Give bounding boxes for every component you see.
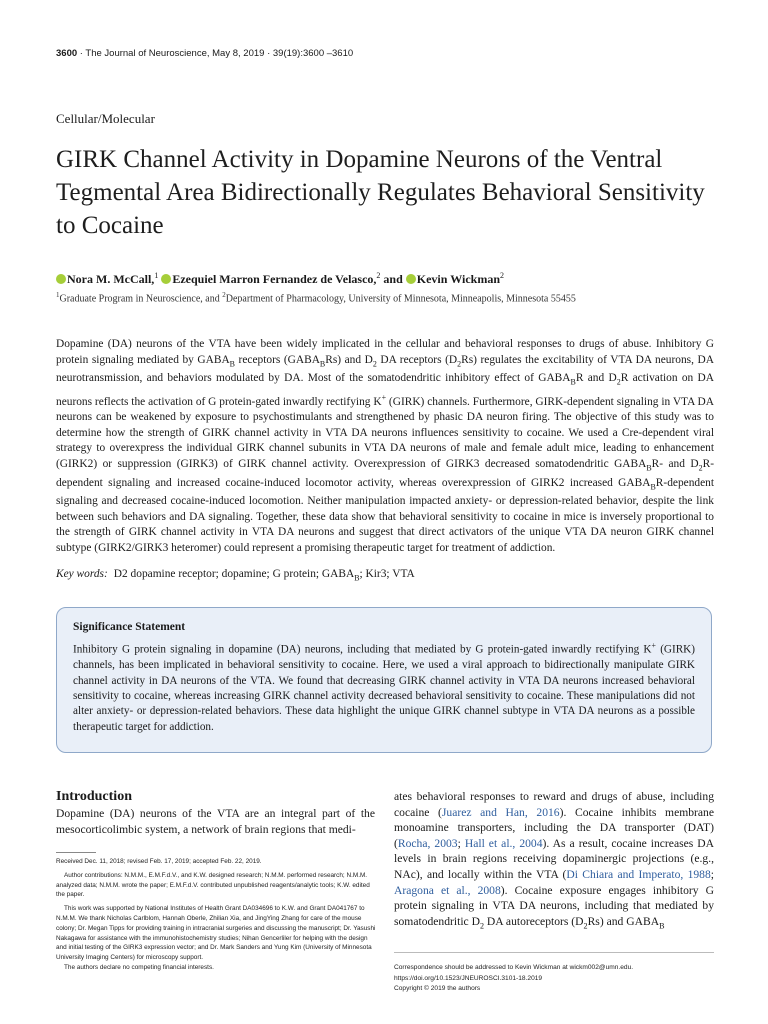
keywords-text: D2 dopamine receptor; dopamine; G protein; GABA [113, 568, 355, 580]
correspondence-block [394, 953, 716, 995]
running-header [56, 48, 353, 59]
journal-info: · The Journal of Neuroscience, May 8, 2019 · 39(19):3600 –3610 [79, 48, 354, 59]
citation-link[interactable]: Juarez and Han, 2016 [441, 805, 560, 819]
introduction-left-column: Dopamine (DA) neurons of the VTA are an integral part of the mesocorticolimbic system, a network of brain regions that medi- [56, 807, 375, 836]
affil-sup: 1 [56, 291, 60, 299]
funding-acknowledgments: This work was supported by National Institutes of Health Grant DA034696 to K.W. and Grant DA041767 to N.M.M. We thank Nicholas Carlblom, Hannah Oberle, Zhilian Xia, and JingYing Zhang for care of the mouse colony; Dr. Megan Tipps for providing training in intracranial surgeries and discussing the manuscript; Dr. Yasushi Nakagawa for assistance with the immunohistochemistry studies; Nihan Gencerliler for helping with the design and initial testing of the GIRK3 expression vector; and Dr. Mark Sanders and Yung Kim (University of Minnesota University Imaging Centers) for microscopy support. [56, 905, 376, 962]
copyright: Copyright © 2019 the authors [394, 985, 481, 992]
affil-sup: 2 [222, 291, 226, 299]
author-affil-sup: 1 [154, 271, 159, 280]
introduction-right-column: ates behavioral responses to reward and drugs of abuse, including cocaine (Juarez and Han, 2016). Cocaine inhibits membrane monoamine transporters, including the DA transporter (DAT) (Rocha, 2003; Hall et al., 2004). As a result, cocaine increases DA levels in brain regions receiving dopaminergic projections (e.g., NAc), and locally within the VTA (Di Chiara and Imperato, 1988; Aragona et al., 2008). Cocaine exposure engages inhibitory G protein signaling in VTA DA neurons, including that mediated by somatodendritic $D_2$ DA autoreceptors $(D_2Rs)$ and $GABA_B$ [394, 790, 715, 931]
received-dates: Received Dec. 11, 2018; revised Feb. 17, 2019; accepted Feb. 22, 2019. [56, 858, 262, 865]
orcid-icon[interactable] [56, 274, 66, 284]
abstract: Dopamine (DA) neurons of the VTA have been widely implicated in the cellular and behavioral responses to drugs of abuse. Inhibitory G protein signaling mediated by $GABA_B$ receptors $(GABA_BRs)$ and $D_2$ DA receptors $(D_2Rs)$ regulates the excitability of VTA DA neurons, DA neurotransmission, and behaviors modulated by DA. Most of the somatodendritic inhibitory effect of $GABA_BR$ and $D_2R$ activation on DA neurons reflects the activation of G protein-gated inwardly rectifying K+ (GIRK) channels. Furthermore, GIRK-dependent signaling in VTA DA neurons can be weakened by exposure to psychostimulants and strengthened by phasic DA neuron firing. The objective of this study was to determine how the strength of GIRK channel activity in VTA DA neurons influences sensitivity to cocaine. We used a Cre-dependent viral strategy to overexpress the individual GIRK channel subunits in VTA DA neurons of male and female adult mice, leading to enhancement (GIRK2) or suppression (GIRK3) of GIRK channel activity. Overexpression of GIRK3 decreased somatodendritic $GABA_BR-$ and $D_2R$-dependent signaling and increased cocaine-induced locomotor activity, whereas overexpression of GIRK2 increased $GABA_BR$-dependent signaling and decreased cocaine-induced locomotion. Neither manipulation impacted anxiety- or depression-related behavior, despite the link between such behaviors and DA signaling. Together, these data show that behavioral sensitivity to cocaine in mice is inversely proportional to the strength of GIRK channel activity in VTA DA neurons and suggest that direct activators of the unique VTA DA neuron GIRK channel subtype (GIRK2/GIRK3 heteromer) could represent a promising therapeutic target for treatment of addiction. [56, 338, 715, 554]
author-affil-sup: 2 [376, 271, 381, 280]
significance-title: Significance Statement [73, 621, 186, 633]
citation-link[interactable]: Rocha, 2003 [397, 836, 458, 850]
author-list [56, 271, 504, 287]
significance-statement-box [56, 607, 712, 753]
orcid-icon[interactable] [406, 274, 416, 284]
author-affil-sup: 2 [500, 271, 505, 280]
significance-text: Inhibitory G protein signaling in dopamine (DA) neurons, including that mediated by G protein-gated inwardly rectifying K+ (GIRK) channels, has been implicated in behavioral sensitivity to cocaine. Here, we used a viral approach to bidirectionally manipulate GIRK channel activity in DA neurons of the VTA. We found that decreasing GIRK channel activity in VTA DA neurons increased behavioral sensitivity to cocaine, whereas increasing GIRK channel activity decreased behavioral sensitivity to cocaine. These manipulations did not alter anxiety- or depression-related behaviors. These data highlight the unique GIRK channel subtype in VTA DA neurons as a possible therapeutic target for addiction. [73, 641, 695, 733]
doi-link[interactable]: https://doi.org/10.1523/JNEUROSCI.3101-18.2019 [394, 974, 543, 982]
author-conjunction: and [380, 272, 406, 286]
correspondence-email[interactable]: Correspondence should be addressed to Kevin Wickman at wickm002@umn.edu. [394, 964, 634, 971]
article-title: GIRK Channel Activity in Dopamine Neurons of the Ventral Tegmental Area Bidirectionally Regulates Behavioral Sensitivity to Cocaine [56, 146, 705, 239]
keywords-sub: B [354, 573, 360, 583]
competing-interests: The authors declare no competing financial interests. [64, 963, 214, 971]
orcid-icon[interactable] [161, 274, 171, 284]
footnotes [56, 857, 378, 973]
author-contributions: Author contributions: N.M.M., E.M.F.d.V., and K.W. designed research; N.M.M. performed research; N.M.M. analyzed data; N.M.M. wrote the paper; E.M.F.d.V. contributed unpublished reagents/analytic tools; K.W. edited the paper. [56, 871, 370, 899]
citation-link[interactable]: Di Chiara and Imperato, 1988 [566, 867, 711, 881]
author-name[interactable]: Nora M. McCall, [67, 272, 155, 286]
author-name[interactable]: Kevin Wickman [416, 272, 501, 286]
footnote-divider [56, 852, 96, 853]
keywords-text: ; Kir3; VTA [359, 568, 415, 580]
citation-link[interactable]: Aragona et al., 2008 [394, 883, 501, 897]
citation-link[interactable]: Hall et al., 2004 [464, 836, 543, 850]
author-name[interactable]: Ezequiel Marron Fernandez de Velasco, [172, 272, 377, 286]
keywords-label: Key words: [56, 568, 108, 580]
keywords [56, 568, 415, 582]
affiliation-2: Department of Pharmacology, University of Minnesota, Minneapolis, Minnesota 55455 [225, 293, 576, 305]
affiliations [56, 291, 576, 304]
section-label: Cellular/Molecular [56, 111, 155, 126]
introduction-heading: Introduction [56, 789, 132, 804]
page-number: 3600 [56, 48, 78, 59]
affiliation-1: Graduate Program in Neuroscience, and [59, 293, 223, 305]
